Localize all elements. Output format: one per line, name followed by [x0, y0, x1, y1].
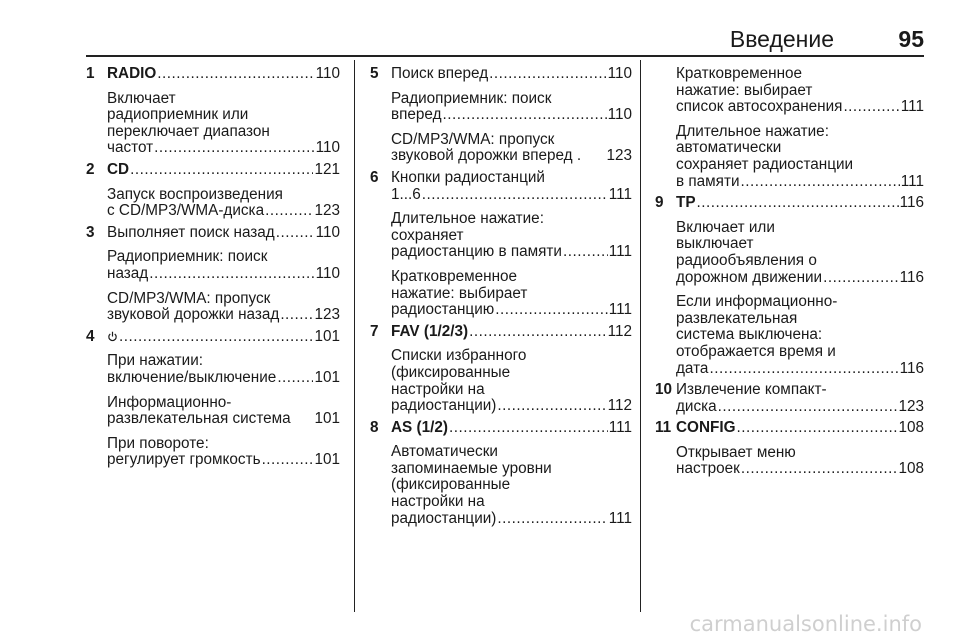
index-entry [655, 66, 924, 190]
page-ref: 108 [898, 460, 924, 478]
sub-line: При нажатии: [107, 352, 204, 370]
sub-entry [107, 291, 340, 324]
entry-line [676, 382, 924, 399]
column-2 [370, 66, 632, 527]
column-divider-1 [354, 60, 355, 612]
leader-dots [262, 452, 314, 469]
sub-entry [676, 294, 924, 377]
page-ref: 110 [315, 264, 340, 282]
sub-line: Длительное нажатие: [391, 210, 544, 228]
sub-line: Включает [107, 89, 176, 107]
entry-line [107, 140, 340, 157]
entry-text: FAV (1/2/3) [391, 322, 469, 340]
entry-line [391, 302, 632, 319]
page-ref: 111 [608, 418, 632, 436]
sub-entry [391, 132, 632, 165]
entry-text: AS (1/2) [391, 418, 448, 436]
sub-entry [676, 124, 924, 190]
sub-line: запоминаемые уровни [391, 459, 552, 477]
sub-entry [391, 91, 632, 124]
entry-line [107, 411, 340, 428]
leader-dots [130, 162, 313, 179]
sub-line: При повороте: [107, 434, 209, 452]
page-ref: 108 [898, 419, 924, 437]
leader-dots [741, 174, 900, 191]
entry-text: 1...6 [391, 185, 421, 203]
sub-line: настройки на [391, 380, 485, 398]
page-ref: 121 [314, 160, 340, 178]
page-ref: 101 [314, 368, 340, 386]
sub-line: Кратковременное [391, 267, 518, 285]
sub-entry [391, 211, 632, 261]
leader-dots [495, 302, 608, 319]
entry-text: назад [107, 264, 149, 282]
power-icon [107, 330, 118, 341]
page-ref: 110 [607, 106, 632, 124]
entry-text: настроек [676, 460, 740, 478]
entry-line [107, 266, 340, 283]
page-ref: 110 [607, 65, 632, 82]
sub-line: Открывает меню [676, 443, 796, 461]
entry-text: радиостанцию [391, 301, 495, 319]
entry-line [391, 187, 632, 204]
leader-dots [823, 270, 899, 287]
leader-dots [154, 140, 314, 157]
leader-dots [265, 203, 313, 220]
page-ref: 123 [606, 147, 632, 165]
entry-text: радиостанции) [391, 397, 497, 415]
page-ref: 111 [900, 172, 924, 190]
sub-entry [107, 91, 340, 157]
sub-line: сохраняет радиостанции [676, 155, 854, 173]
entry-line [391, 170, 632, 187]
entry-line [676, 361, 924, 378]
entry-text: регулирует громкость [107, 451, 261, 469]
entry-number: 5 [370, 65, 379, 82]
entry-line [391, 324, 632, 341]
sub-line: Радиоприемник: поиск [391, 89, 552, 107]
sub-line: Информационно- [107, 393, 232, 411]
sub-line: система выключена: [676, 326, 823, 344]
sub-line: Длительное нажатие: [676, 122, 829, 140]
entry-line [676, 461, 924, 478]
sub-line: нажатие: выбирает [391, 284, 528, 302]
sub-line: Радиоприемник: поиск [107, 248, 268, 266]
leader-dots [149, 266, 314, 283]
sub-entry [107, 249, 340, 282]
entry-text: в памяти [676, 172, 740, 190]
page-ref: 111 [608, 185, 632, 203]
entry-text: Выполняет поиск назад [107, 223, 275, 241]
entry-text: CONFIG [676, 419, 736, 437]
sub-entry [676, 66, 924, 116]
index-entry [370, 420, 632, 528]
index-entry [370, 324, 632, 415]
sub-line: Кратковременное [676, 65, 803, 82]
sub-line: (фиксированные [391, 363, 511, 381]
entry-text: вперед [391, 106, 442, 124]
page-ref: 112 [607, 322, 632, 340]
entry-number: 4 [86, 327, 95, 345]
sub-line: Списки избранного [391, 347, 527, 365]
entry-text: RADIO [107, 65, 157, 82]
index-entry [370, 170, 632, 319]
entry-number: 1 [86, 65, 95, 82]
sub-entry [107, 353, 340, 386]
page-ref: 111 [608, 243, 632, 261]
index-entry [86, 66, 340, 157]
entry-text: частот [107, 139, 154, 157]
entry-line [391, 148, 632, 165]
sub-line: CD/MP3/WMA: пропуск [391, 130, 555, 148]
entry-text: диска [676, 397, 717, 415]
entry-line [391, 107, 632, 124]
entry-text: Кнопки радиостанций [391, 168, 545, 186]
entry-line [676, 399, 924, 416]
sub-entry [391, 444, 632, 527]
entry-line [676, 99, 924, 116]
entry-line [107, 329, 340, 346]
entry-text: звуковой дорожки назад [107, 306, 280, 324]
page-ref: 111 [608, 301, 632, 319]
entry-line [676, 174, 924, 191]
header-rule [86, 55, 924, 57]
page-ref: 123 [898, 397, 924, 415]
watermark: carmanualsonline.info [689, 612, 922, 636]
page-ref: 111 [608, 509, 632, 527]
entry-number: 8 [370, 418, 379, 436]
sub-line: Включает или [676, 218, 775, 236]
leader-dots [843, 99, 899, 116]
index-entry [86, 329, 340, 469]
page-ref: 111 [900, 98, 924, 116]
sub-line: переключает диапазон [107, 122, 270, 140]
entry-line [676, 195, 924, 212]
column-divider-2 [640, 60, 641, 612]
leader-dots [497, 398, 606, 415]
sub-entry [391, 348, 632, 414]
entry-line [391, 398, 632, 415]
leader-dots [119, 329, 313, 346]
leader-dots [737, 420, 898, 437]
entry-text: развлекательная система [107, 410, 291, 428]
entry-number: 3 [86, 223, 95, 241]
leader-dots [449, 420, 608, 437]
entry-text: список автосохранения [676, 98, 843, 116]
entry-line [107, 66, 340, 83]
page-ref: 101 [314, 451, 340, 469]
leader-dots [741, 461, 898, 478]
sub-line: отображается время и [676, 342, 836, 360]
leader-dots [280, 307, 313, 324]
sub-entry [107, 436, 340, 469]
page-number: 95 [898, 26, 924, 52]
entry-text: с CD/MP3/WMA-диска [107, 202, 265, 220]
sub-line: развлекательная [676, 309, 798, 327]
entry-number: 2 [86, 160, 95, 178]
entry-line [391, 244, 632, 261]
page-ref: 110 [315, 65, 340, 82]
sub-entry [107, 187, 340, 220]
entry-number: 11 [655, 419, 672, 437]
column-3 [655, 66, 924, 478]
sub-line: выключает [676, 235, 754, 253]
sub-line: Запуск воспроизведения [107, 185, 283, 203]
entry-number: 7 [370, 322, 379, 340]
entry-text: TP [676, 194, 696, 212]
entry-text: Поиск вперед [391, 65, 489, 82]
entry-number: 6 [370, 168, 379, 186]
page-ref: 123 [314, 202, 340, 220]
leader-dots [157, 66, 314, 83]
sub-line: Автоматически [391, 443, 498, 461]
entry-line [391, 511, 632, 528]
column-1 [86, 66, 340, 469]
entry-line [676, 270, 924, 287]
leader-dots [469, 324, 607, 341]
index-entry [370, 66, 632, 165]
leader-dots [276, 225, 315, 242]
entry-text: включение/выключение [107, 368, 277, 386]
sub-entry [676, 220, 924, 286]
entry-text: Извлечение компакт- [676, 381, 827, 399]
index-entry [86, 225, 340, 324]
leader-dots [697, 195, 899, 212]
leader-dots [563, 244, 608, 261]
entry-line [107, 452, 340, 469]
sub-line: радиоприемник или [107, 106, 249, 124]
page-ref: 101 [314, 410, 340, 428]
entry-line [107, 162, 340, 179]
sub-line: сохраняет [391, 226, 464, 244]
sub-line: радиообъявления о [676, 251, 817, 269]
entry-text: дата [676, 359, 709, 377]
sub-line: CD/MP3/WMA: пропуск [107, 289, 271, 307]
entry-line [107, 370, 340, 387]
leader-dots [709, 361, 898, 378]
sub-line: настройки на [391, 493, 485, 511]
entry-line [391, 420, 632, 437]
chapter-title: Введение [729, 26, 834, 52]
index-entry [655, 382, 924, 415]
leader-dots [443, 107, 607, 124]
page-ref: 116 [899, 268, 924, 286]
leader-dots [277, 370, 313, 387]
entry-text: CD [107, 160, 130, 178]
entry-line [676, 420, 924, 437]
page-ref: 116 [899, 194, 924, 212]
page-ref: 110 [315, 223, 340, 241]
sub-entry [107, 395, 340, 428]
entry-text: радиостанции) [391, 509, 497, 527]
index-entry [655, 195, 924, 377]
sub-line: нажатие: выбирает [676, 81, 813, 99]
entry-text: дорожном движении [676, 268, 823, 286]
entry-line [391, 66, 632, 83]
page-ref: 110 [315, 139, 340, 157]
entry-text: радиостанцию в памяти [391, 243, 562, 261]
leader-dots [497, 511, 607, 528]
entry-text: звуковой дорожки вперед . [391, 147, 582, 165]
leader-dots [422, 187, 608, 204]
sub-line: автоматически [676, 139, 782, 157]
index-entry [86, 162, 340, 220]
index-entry [655, 420, 924, 478]
entry-line [107, 203, 340, 220]
entry-number: 10 [655, 381, 673, 399]
page-ref: 123 [314, 306, 340, 324]
sub-line: Если информационно- [676, 293, 838, 311]
entry-line [107, 307, 340, 324]
page-ref: 112 [607, 397, 632, 415]
entry-line [107, 225, 340, 242]
sub-entry [676, 445, 924, 478]
leader-dots [489, 66, 606, 83]
page-ref: 101 [314, 327, 340, 345]
leader-dots [718, 399, 898, 416]
sub-entry [391, 269, 632, 319]
page-ref: 116 [899, 359, 924, 377]
entry-number: 9 [655, 194, 664, 212]
page-header [86, 26, 924, 56]
sub-line: (фиксированные [391, 476, 511, 494]
